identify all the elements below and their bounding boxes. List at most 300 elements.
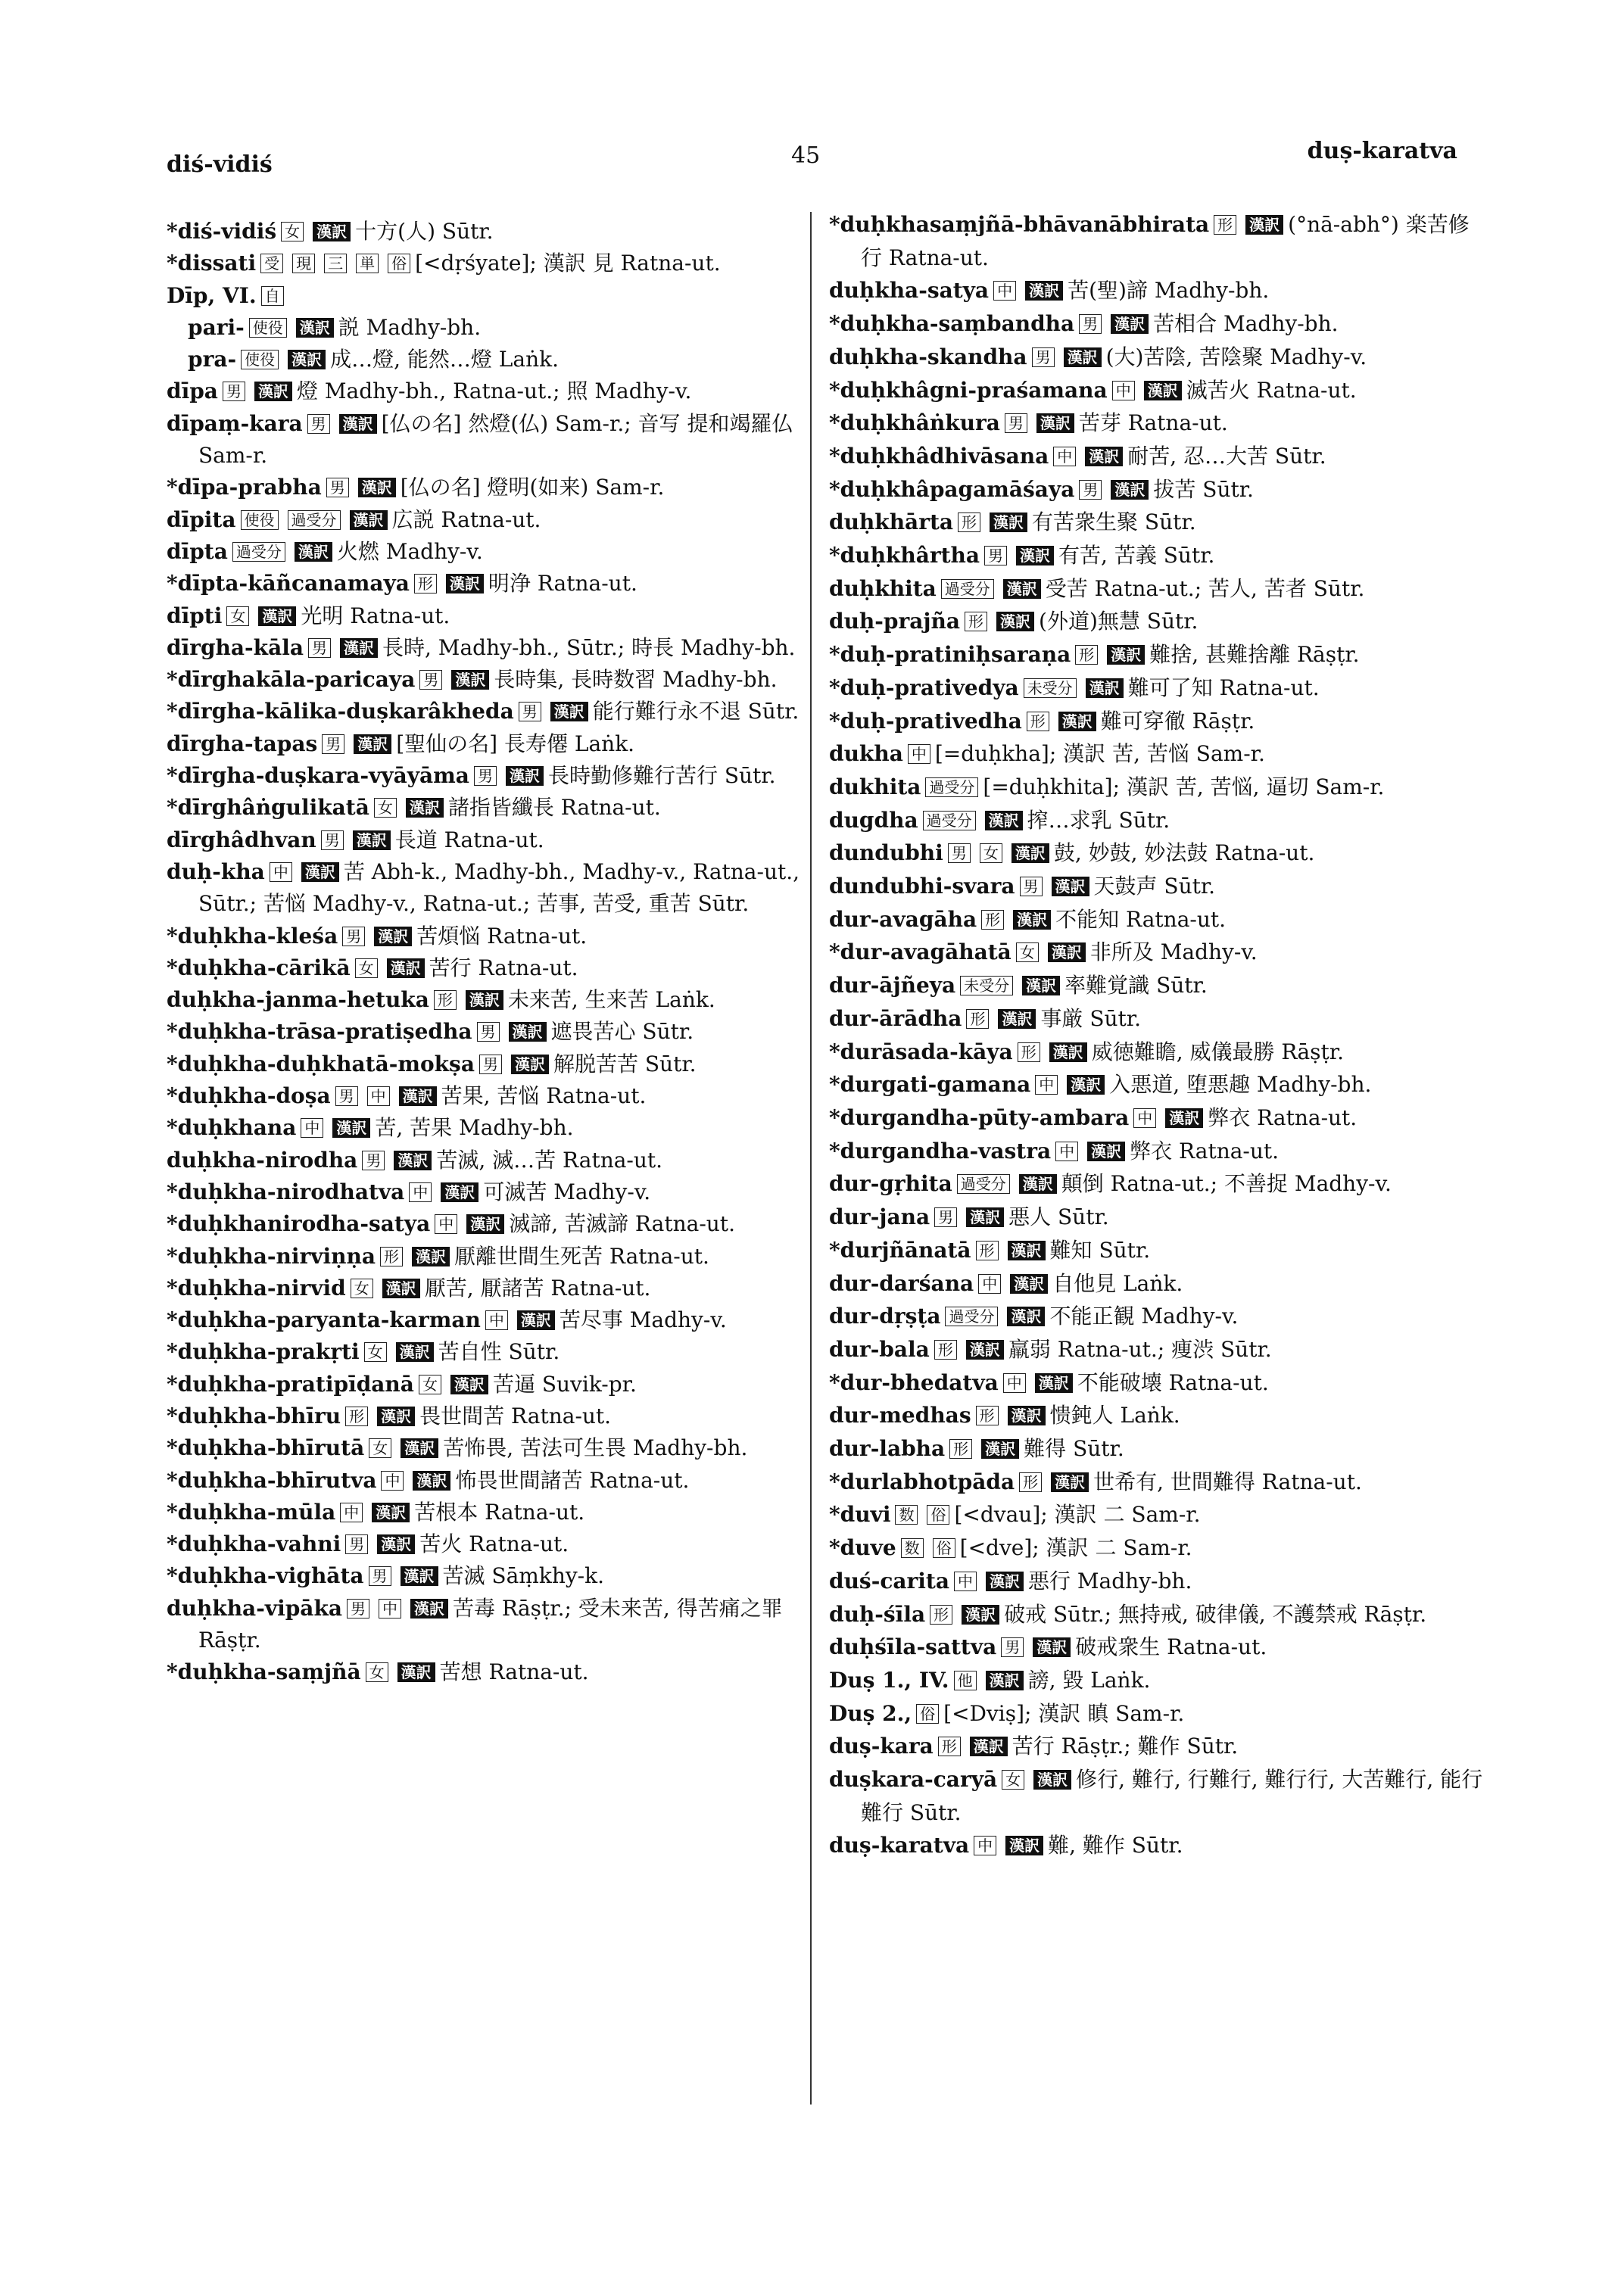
dictionary-entry xyxy=(167,1241,825,1273)
headword: duś-carita xyxy=(829,1568,949,1594)
dictionary-entry xyxy=(167,1369,825,1400)
dictionary-entry xyxy=(829,1631,1488,1664)
definition: 長時集, 長時数習 Madhy-bh. xyxy=(494,667,778,693)
grammar-tag: 形 xyxy=(958,512,980,532)
kanyaku-label: 漢訳 xyxy=(1003,579,1041,599)
dictionary-entry xyxy=(829,1333,1488,1366)
grammar-tag: 女 xyxy=(364,1342,387,1362)
headword: dugdha xyxy=(829,807,918,833)
grammar-tag: 俗 xyxy=(916,1704,939,1724)
dictionary-entry xyxy=(167,600,825,632)
grammar-tag: 中 xyxy=(1133,1108,1156,1128)
kanyaku-label: 漢訳 xyxy=(466,990,503,1010)
grammar-tag: 自 xyxy=(261,286,284,306)
dictionary-entry xyxy=(829,1664,1488,1697)
kanyaku-label: 漢訳 xyxy=(401,1566,438,1586)
headword: duṣkara-caryā xyxy=(829,1767,998,1793)
grammar-tag: 過受分 xyxy=(941,579,994,599)
definition: 苦煩悩 Ratna-ut. xyxy=(416,923,588,949)
headword: dīrghâdhvan xyxy=(167,827,316,852)
kanyaku-label: 漢訳 xyxy=(1011,843,1049,863)
headword: *duḥkhârtha xyxy=(829,543,980,569)
definition: 難可穿徹 Rāṣṭr. xyxy=(1100,708,1255,734)
dictionary-entry xyxy=(167,568,825,600)
kanyaku-label: 漢訳 xyxy=(1051,1472,1089,1492)
kanyaku-label: 漢訳 xyxy=(313,222,351,241)
grammar-tag: 男 xyxy=(321,830,344,850)
grammar-tag: 男 xyxy=(345,1534,368,1554)
definition: 苦, 苦果 Madhy-bh. xyxy=(375,1115,574,1141)
grammar-tag: 過受分 xyxy=(925,777,978,797)
headword: *duḥkhanirodha-satya xyxy=(167,1211,431,1237)
definition: 自他見 Laṅk. xyxy=(1052,1270,1183,1296)
headword: *duḥkhâṅkura xyxy=(829,410,1000,436)
dictionary-entry xyxy=(829,1201,1488,1234)
dictionary-entry xyxy=(167,344,825,375)
dictionary-entry xyxy=(167,504,825,536)
kanyaku-label: 漢訳 xyxy=(1058,712,1096,731)
definition: 入悪道, 堕悪趣 Madhy-bh. xyxy=(1109,1072,1372,1098)
dictionary-entry xyxy=(829,407,1488,440)
kanyaku-label: 漢訳 xyxy=(446,574,484,594)
headword: duḥkha-vipāka xyxy=(167,1595,342,1621)
grammar-tag: 形 xyxy=(966,1009,989,1029)
dictionary-entry xyxy=(829,705,1488,738)
definition: [仏の名] 燈明(如来) Sam-r. xyxy=(400,475,665,500)
headword: *duḥkha-pratipīḍanā xyxy=(167,1371,414,1397)
definition: 能行難行永不退 Sūtr. xyxy=(592,699,800,724)
kanyaku-label: 漢訳 xyxy=(332,1118,370,1138)
kanyaku-label: 漢訳 xyxy=(986,1572,1024,1591)
definition: 天鼓声 Sūtr. xyxy=(1093,874,1216,899)
definition: 厭苦, 厭諸苦 Ratna-ut. xyxy=(424,1275,651,1301)
grammar-tag: 過受分 xyxy=(232,542,285,562)
headword: pra- xyxy=(188,347,237,372)
headword: *duḥkha-doṣa xyxy=(167,1083,331,1109)
grammar-tag: 女 xyxy=(980,843,1002,863)
dictionary-entry xyxy=(829,1466,1488,1499)
kanyaku-label: 漢訳 xyxy=(1087,1142,1125,1161)
headword: *duvi xyxy=(829,1502,891,1528)
kanyaku-label: 漢訳 xyxy=(550,702,588,721)
kanyaku-label: 漢訳 xyxy=(966,1207,1004,1227)
kanyaku-label: 漢訳 xyxy=(295,542,332,562)
headword: dur-darśana xyxy=(829,1270,974,1296)
grammar-tag: 数 xyxy=(901,1538,924,1558)
grammar-tag: 中 xyxy=(1003,1373,1026,1393)
definition: 謗, 毀 Laṅk. xyxy=(1027,1667,1151,1693)
headword: *duḥkha-mūla xyxy=(167,1499,336,1525)
definition: 不能知 Ratna-ut. xyxy=(1055,906,1227,932)
kanyaku-label: 漢訳 xyxy=(1036,413,1074,433)
definition: 苦行 Ratna-ut. xyxy=(429,955,578,980)
running-head-left: diś-vidiś xyxy=(167,151,273,178)
headword: *duḥ-pratiniḥsaraṇa xyxy=(829,642,1071,668)
dictionary-entry xyxy=(829,1498,1488,1531)
definition: 愦鈍人 Laṅk. xyxy=(1049,1403,1180,1428)
dictionary-entry xyxy=(167,280,825,312)
definition: [<Dviṣ]; 漢訳 瞋 Sam-r. xyxy=(943,1700,1185,1726)
kanyaku-label: 漢訳 xyxy=(1111,314,1149,334)
dictionary-entry xyxy=(829,274,1488,307)
grammar-tag: 形 xyxy=(934,1340,957,1360)
grammar-tag: 男 xyxy=(1079,314,1102,334)
grammar-tag: 単 xyxy=(356,254,379,273)
dictionary-entry xyxy=(829,1432,1488,1466)
grammar-tag: 使役 xyxy=(241,350,279,369)
definition: 悪行 Madhy-bh. xyxy=(1027,1568,1192,1594)
headword: *dīrghâṅgulikatā xyxy=(167,795,369,821)
kanyaku-label: 漢訳 xyxy=(1107,645,1145,665)
kanyaku-label: 漢訳 xyxy=(406,798,444,818)
grammar-tag: 中 xyxy=(381,1471,404,1491)
grammar-tag: 中 xyxy=(485,1310,508,1330)
grammar-tag: 過受分 xyxy=(945,1307,998,1326)
grammar-tag: 女 xyxy=(369,1438,391,1458)
grammar-tag: 中 xyxy=(978,1274,1001,1294)
headword: *durgandha-pūty-ambara xyxy=(829,1104,1130,1130)
headword: *dīrgha-kālika-duṣkarâkheda xyxy=(167,699,514,724)
grammar-tag: 男 xyxy=(984,546,1007,565)
headword: *durjñānatā xyxy=(829,1237,971,1263)
grammar-tag: 俗 xyxy=(933,1538,955,1558)
definition: 苦毒 Rāṣṭr.; 受未来苦, 得苦痛之罪 Rāṣṭr. xyxy=(198,1595,783,1653)
definition: 苦芽 Ratna-ut. xyxy=(1078,410,1228,436)
definition: 怖畏世間諸苦 Ratna-ut. xyxy=(455,1467,690,1493)
dictionary-entry xyxy=(829,1167,1488,1201)
grammar-tag: 現 xyxy=(292,254,315,273)
dictionary-entry xyxy=(167,1208,825,1240)
kanyaku-label: 漢訳 xyxy=(1008,1406,1046,1425)
definition: [=duḥkha]; 漢訳 苦, 苦悩 Sam-r. xyxy=(934,741,1265,767)
kanyaku-label: 漢訳 xyxy=(1007,1307,1045,1326)
definition: 威徳難瞻, 威儀最勝 Rāṣṭr. xyxy=(1091,1039,1344,1064)
dictionary-entry xyxy=(829,341,1488,374)
grammar-tag: 数 xyxy=(895,1505,918,1525)
headword: *duḥkhâpagamāśaya xyxy=(829,476,1075,502)
headword: *duḥkha-bhīrutā xyxy=(167,1435,365,1461)
definition: 難, 難作 Sūtr. xyxy=(1048,1833,1183,1858)
definition: 羸弱 Ratna-ut.; 痩渋 Sūtr. xyxy=(1008,1336,1272,1362)
grammar-tag: 男 xyxy=(307,414,330,434)
definition: 畏世間苦 Ratna-ut. xyxy=(419,1403,612,1428)
kanyaku-label: 漢訳 xyxy=(1064,347,1102,367)
dictionary-entry xyxy=(829,1300,1488,1333)
headword: duḥkhita xyxy=(829,575,937,601)
definition: 破戒 Sūtr.; 無持戒, 破律儀, 不護禁戒 Rāṣṭr. xyxy=(1004,1601,1427,1627)
definition: 搾…求乳 Sūtr. xyxy=(1027,807,1170,833)
headword: *duḥkha-vighāta xyxy=(167,1563,364,1589)
dictionary-entry xyxy=(167,728,825,760)
dictionary-entry xyxy=(829,936,1488,969)
headword: *durgati-gamana xyxy=(829,1072,1031,1098)
headword: dīrgha-kāla xyxy=(167,634,304,660)
grammar-tag: 女 xyxy=(374,798,397,818)
grammar-tag: 男 xyxy=(347,1599,369,1618)
headword: *duḥkha-vahni xyxy=(167,1531,341,1557)
headword: *dīrghakāla-paricaya xyxy=(167,667,416,693)
kanyaku-label: 漢訳 xyxy=(1005,1836,1043,1855)
kanyaku-label: 漢訳 xyxy=(1033,1770,1071,1790)
grammar-tag: 男 xyxy=(322,734,344,754)
kanyaku-label: 漢訳 xyxy=(396,1342,434,1362)
kanyaku-label: 漢訳 xyxy=(1086,678,1124,698)
dictionary-entry xyxy=(167,1273,825,1304)
headword: duḥkha-janma-hetuka xyxy=(167,987,429,1013)
grammar-tag: 中 xyxy=(1055,1142,1078,1161)
grammar-tag: 形 xyxy=(976,1406,999,1425)
definition: (°nā-abh°) 楽苦修行 Ratna-ut. xyxy=(861,212,1470,270)
kanyaku-label: 漢訳 xyxy=(399,1086,437,1106)
headword: duḥkha-satya xyxy=(829,278,990,304)
definition: 苦(聖)諦 Madhy-bh. xyxy=(1068,278,1270,304)
definition: 光明 Ratna-ut. xyxy=(301,603,450,628)
definition: 成…燈, 能然…燈 Laṅk. xyxy=(330,347,559,372)
dictionary-entry xyxy=(167,1048,825,1080)
kanyaku-label: 漢訳 xyxy=(998,1009,1036,1029)
headword: dur-bala xyxy=(829,1336,930,1362)
dictionary-entry xyxy=(829,374,1488,407)
definition: 鼓, 妙鼓, 妙法鼓 Ratna-ut. xyxy=(1053,840,1315,866)
dictionary-entry xyxy=(167,1528,825,1560)
dictionary-entry xyxy=(829,440,1488,473)
headword: *diś-vidiś xyxy=(167,219,277,244)
dictionary-entry xyxy=(829,307,1488,341)
headword: dīpti xyxy=(167,603,223,628)
definition: 苦 Abh-k., Madhy-bh., Madhy-v., Ratna-ut., Sūtr.; 苦悩 Madhy-v., Ratna-ut.; 苦事, 苦受, 重苦 Sūtr. xyxy=(198,858,800,917)
dictionary-entry xyxy=(829,605,1488,638)
definition: 難可了知 Ratna-ut. xyxy=(1127,675,1320,700)
dictionary-entry xyxy=(167,1145,825,1176)
definition: 難知 Sūtr. xyxy=(1049,1237,1151,1263)
kanyaku-label: 漢訳 xyxy=(1022,976,1060,995)
grammar-tag: 男 xyxy=(477,1022,500,1042)
headword: duḥ-śīla xyxy=(829,1601,926,1627)
dictionary-entry xyxy=(167,1560,825,1592)
definition: 遮畏苦心 Sūtr. xyxy=(550,1019,694,1045)
grammar-tag: 男 xyxy=(1032,347,1055,367)
headword: *duḥkha-kleśa xyxy=(167,923,338,949)
definition: 滅諦, 苦滅諦 Ratna-ut. xyxy=(509,1211,735,1237)
headword: *durāsada-kāya xyxy=(829,1039,1013,1064)
kanyaku-label: 漢訳 xyxy=(506,766,544,786)
grammar-tag: 受 xyxy=(260,254,283,273)
grammar-tag: 男 xyxy=(362,1151,385,1170)
kanyaku-label: 漢訳 xyxy=(410,1599,448,1618)
kanyaku-label: 漢訳 xyxy=(441,1182,478,1202)
grammar-tag: 過受分 xyxy=(957,1174,1010,1194)
kanyaku-label: 漢訳 xyxy=(1067,1075,1105,1095)
definition: 説 Madhy-bh. xyxy=(338,314,482,340)
grammar-tag: 三 xyxy=(324,254,347,273)
headword: *durgandha-vastra xyxy=(829,1138,1052,1164)
kanyaku-label: 漢訳 xyxy=(451,670,489,690)
grammar-tag: 俗 xyxy=(388,254,410,273)
dictionary-entry xyxy=(829,837,1488,870)
dictionary-entry xyxy=(167,408,825,472)
grammar-tag: 未受分 xyxy=(1024,678,1077,698)
dictionary-entry xyxy=(167,792,825,824)
grammar-tag: 男 xyxy=(342,927,365,946)
headword: dur-avagāha xyxy=(829,906,977,932)
headword: duṣ-karatva xyxy=(829,1833,970,1858)
headword: dur-jana xyxy=(829,1204,930,1230)
definition: 燈 Madhy-bh., Ratna-ut.; 照 Madhy-v. xyxy=(296,379,692,404)
grammar-tag: 中 xyxy=(409,1182,432,1202)
headword: dur-dṛṣṭa xyxy=(829,1304,941,1329)
grammar-tag: 使役 xyxy=(249,318,287,338)
kanyaku-label: 漢訳 xyxy=(1245,215,1283,235)
headword: dīpa xyxy=(167,379,218,404)
definition: 苦滅 Sāṃkhy-k. xyxy=(442,1563,605,1589)
grammar-tag: 中 xyxy=(1112,381,1135,400)
grammar-tag: 形 xyxy=(949,1439,972,1459)
definition: 苦行 Rāṣṭr.; 難作 Sūtr. xyxy=(1011,1734,1239,1759)
headword: dundubhi xyxy=(829,840,943,866)
kanyaku-label: 漢訳 xyxy=(1010,1274,1048,1294)
grammar-tag: 男 xyxy=(223,382,245,401)
headword: dundubhi-svara xyxy=(829,874,1015,899)
definition: [=duḥkhita]; 漢訳 苦, 苦悩, 逼切 Sam-r. xyxy=(983,774,1385,799)
dictionary-entry xyxy=(167,312,825,344)
definition: [聖仙の名] 長寿僊 Laṅk. xyxy=(396,731,635,756)
definition: 長時, Madhy-bh., Sūtr.; 時長 Madhy-bh. xyxy=(382,634,796,660)
definition: [<dṛśyate]; 漢訳 見 Ratna-ut. xyxy=(415,251,721,276)
grammar-tag: 形 xyxy=(345,1407,368,1426)
grammar-tag: 形 xyxy=(930,1605,952,1625)
right-column xyxy=(829,208,1488,1862)
grammar-tag: 中 xyxy=(301,1118,323,1138)
kanyaku-label: 漢訳 xyxy=(413,1471,450,1491)
dictionary-entry xyxy=(167,856,825,921)
grammar-tag: 女 xyxy=(355,958,378,978)
kanyaku-label: 漢訳 xyxy=(377,1407,415,1426)
grammar-tag: 男 xyxy=(1079,480,1102,500)
dictionary-entry xyxy=(167,952,825,984)
grammar-tag: 形 xyxy=(976,1241,999,1260)
dictionary-entry xyxy=(829,638,1488,671)
kanyaku-label: 漢訳 xyxy=(1048,942,1086,962)
definition: 破戒衆生 Ratna-ut. xyxy=(1075,1634,1267,1660)
dictionary-entry xyxy=(829,1366,1488,1400)
headword: dur-gṛhita xyxy=(829,1171,952,1197)
headword: *durlabhotpāda xyxy=(829,1469,1015,1494)
kanyaku-label: 漢訳 xyxy=(377,1534,415,1554)
headword: *duḥ-prativedha xyxy=(829,708,1022,734)
definition: 十方(人) Sūtr. xyxy=(355,219,494,244)
kanyaku-label: 漢訳 xyxy=(1025,281,1063,301)
dictionary-entry xyxy=(829,1697,1488,1731)
grammar-tag: 女 xyxy=(1016,942,1039,962)
dictionary-entry xyxy=(829,473,1488,506)
grammar-tag: 女 xyxy=(1002,1770,1024,1790)
kanyaku-label: 漢訳 xyxy=(354,734,391,754)
headword: dīpaṃ-kara xyxy=(167,410,303,436)
definition: 不能正観 Madhy-v. xyxy=(1049,1304,1239,1329)
definition: 苦逼 Suvik-pr. xyxy=(492,1371,637,1397)
dictionary-entry xyxy=(167,1432,825,1464)
dictionary-entry xyxy=(167,1656,825,1688)
grammar-tag: 男 xyxy=(308,638,331,658)
definition: 顛倒 Ratna-ut.; 不善捉 Madhy-v. xyxy=(1061,1171,1392,1197)
dictionary-entry xyxy=(829,1002,1488,1036)
headword: Duṣ 1., IV. xyxy=(829,1667,949,1693)
dictionary-entry xyxy=(829,1101,1488,1135)
headword: *dissati xyxy=(167,251,257,276)
headword: Duṣ 2., xyxy=(829,1700,912,1726)
dictionary-entry xyxy=(829,969,1488,1002)
grammar-tag: 男 xyxy=(369,1566,391,1586)
kanyaku-label: 漢訳 xyxy=(1019,1174,1057,1194)
headword: *duḥkha-paryanta-karman xyxy=(167,1307,481,1333)
definition: 長時勤修難行苦行 Sūtr. xyxy=(547,763,776,789)
dictionary-entry xyxy=(829,506,1488,539)
grammar-tag: 女 xyxy=(281,222,304,241)
kanyaku-label: 漢訳 xyxy=(1165,1108,1203,1128)
grammar-tag: 女 xyxy=(226,606,249,626)
grammar-tag: 女 xyxy=(351,1279,373,1298)
page-number: 45 xyxy=(791,142,821,169)
dictionary-entry xyxy=(829,1068,1488,1101)
definition: 苦根本 Ratna-ut. xyxy=(414,1499,585,1525)
kanyaku-label: 漢訳 xyxy=(372,1503,410,1522)
definition: 可滅苦 Madhy-v. xyxy=(483,1179,651,1204)
kanyaku-label: 漢訳 xyxy=(387,958,425,978)
headword: duḥ-kha xyxy=(167,858,265,884)
grammar-tag: 女 xyxy=(366,1662,388,1682)
kanyaku-label: 漢訳 xyxy=(397,1662,435,1682)
dictionary-entry xyxy=(167,472,825,503)
grammar-tag: 形 xyxy=(1018,1042,1040,1062)
dictionary-entry xyxy=(167,1080,825,1112)
grammar-tag: 男 xyxy=(1001,1637,1024,1657)
headword: *duḥkha-bhīrutva xyxy=(167,1467,377,1493)
dictionary-entry xyxy=(167,1336,825,1368)
headword: *duḥkha-prakṛti xyxy=(167,1339,360,1365)
grammar-tag: 使役 xyxy=(241,510,279,530)
dictionary-entry xyxy=(167,664,825,696)
dictionary-entry xyxy=(829,1829,1488,1862)
kanyaku-label: 漢訳 xyxy=(990,512,1027,532)
headword: *duve xyxy=(829,1535,896,1561)
headword: *duḥkha-duḥkhatā-mokṣa xyxy=(167,1051,475,1076)
dictionary-entry xyxy=(829,1036,1488,1069)
headword: dīpta xyxy=(167,538,228,564)
grammar-tag: 中 xyxy=(1053,447,1076,466)
dictionary-entry xyxy=(829,1267,1488,1301)
headword: *dīpta-kāñcanamaya xyxy=(167,571,410,597)
headword: *dīpa-prabha xyxy=(167,475,322,500)
headword: *duḥkhâdhivāsana xyxy=(829,443,1049,469)
grammar-tag: 過受分 xyxy=(288,510,341,530)
definition: 長道 Ratna-ut. xyxy=(394,827,544,852)
dictionary-entry xyxy=(167,1112,825,1144)
grammar-tag: 男 xyxy=(948,843,971,863)
kanyaku-label: 漢訳 xyxy=(996,612,1034,631)
headword: dukhita xyxy=(829,774,921,799)
dictionary-entry xyxy=(167,1497,825,1528)
headword: *dīrgha-duṣkara-vyāyāma xyxy=(167,763,469,789)
kanyaku-label: 漢訳 xyxy=(353,830,391,850)
definition: 明浄 Ratna-ut. xyxy=(488,571,637,597)
definition: 拔苦 Sūtr. xyxy=(1153,476,1254,502)
dictionary-entry xyxy=(167,760,825,792)
headword: dukha xyxy=(829,741,903,767)
definition: 苦想 Ratna-ut. xyxy=(439,1659,589,1685)
headword: *duḥ-prativedya xyxy=(829,675,1019,700)
kanyaku-label: 漢訳 xyxy=(254,382,292,401)
definition: (外道)無慧 Sūtr. xyxy=(1039,609,1199,634)
